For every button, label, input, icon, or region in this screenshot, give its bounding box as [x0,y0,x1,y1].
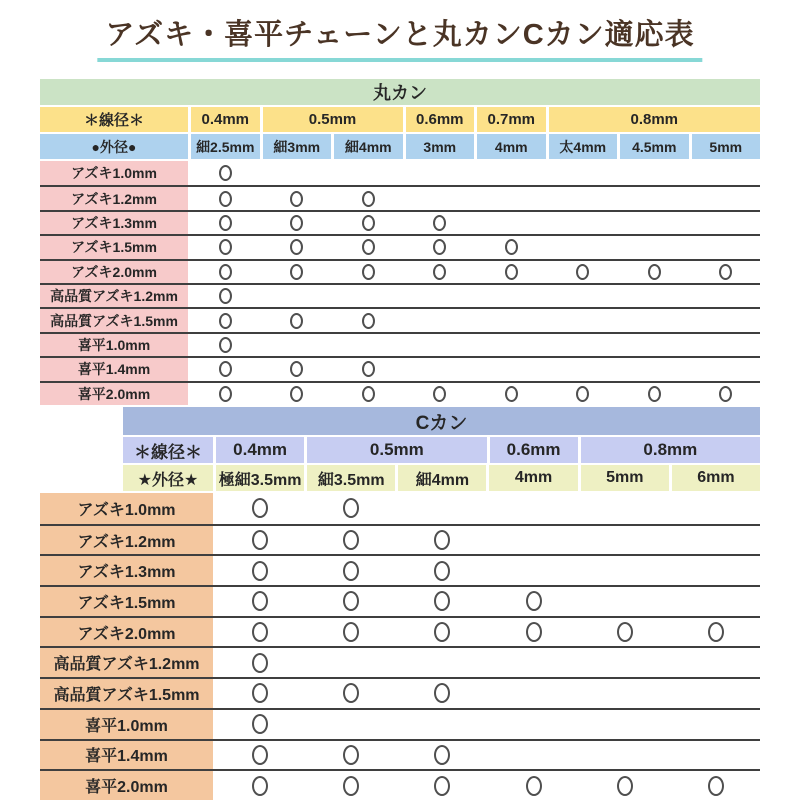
compat-cell [549,187,618,209]
compat-circle-icon [343,591,359,611]
compat-circle-icon [290,313,303,329]
compat-circle-icon [648,264,661,280]
chain-label: アズキ1.5mm [40,236,188,258]
compat-circle-icon [362,264,375,280]
wire-diameter-value: 0.4mm [191,107,260,132]
compat-cell [489,556,577,585]
compat-cell [191,309,260,331]
compat-cell [334,285,403,307]
compat-cell [398,648,486,677]
compat-cell [216,648,304,677]
wire-diameter-value: 0.6mm [406,107,475,132]
compat-cell [307,556,395,585]
table-row [40,283,760,307]
compat-cell [489,741,577,770]
table-row [40,381,760,405]
compat-cell [307,493,395,524]
compat-cell [216,556,304,585]
table-row [40,708,760,739]
compat-cell [672,493,760,524]
compat-cell [549,236,618,258]
compat-circle-icon [252,745,268,765]
compat-cell [263,334,332,356]
outer-diameter-value: 細3.5mm [307,465,395,491]
compat-cell [334,261,403,283]
compat-cell [549,358,618,380]
compat-cell [672,710,760,739]
compat-cell [307,710,395,739]
compat-cell [477,236,546,258]
compat-cell [263,285,332,307]
compat-cell [620,187,689,209]
chain-label: 喜平1.4mm [40,741,213,770]
compat-cell [263,383,332,405]
table-row [40,554,760,585]
compat-cell [692,358,761,380]
compat-circle-icon [617,622,633,642]
compat-cell [263,358,332,380]
table-row [40,234,760,258]
compat-cell [620,236,689,258]
compat-circle-icon [219,191,232,207]
compat-circle-icon [433,264,446,280]
outer-diameter-value: 5mm [581,465,669,491]
outer-diameter-value: 3mm [406,134,475,159]
compat-cell [549,309,618,331]
table-row [40,259,760,283]
compat-circle-icon [343,498,359,518]
compat-cell [489,587,577,616]
compat-cell [489,493,577,524]
compat-cell [549,212,618,234]
compat-cell [406,334,475,356]
compat-circle-icon [434,776,450,796]
compat-circle-icon [648,386,661,402]
compat-circle-icon [252,561,268,581]
compat-circle-icon [617,776,633,796]
outer-diameter-header-label: ●外径● [40,134,188,159]
compat-circle-icon [219,361,232,377]
compat-cell [406,187,475,209]
compat-cell [581,587,669,616]
wire-diameter-value: 0.7mm [477,107,546,132]
table-row [40,185,760,209]
compat-circle-icon [526,776,542,796]
compat-circle-icon [719,386,732,402]
outer-diameter-row [123,465,760,491]
table-row [40,332,760,356]
compat-circle-icon [252,683,268,703]
compat-cell [263,187,332,209]
compat-cell [334,334,403,356]
table-row [40,210,760,234]
compat-cell [406,236,475,258]
compat-cell [191,334,260,356]
chain-label: 高品質アズキ1.5mm [40,679,213,708]
compat-circle-icon [252,776,268,796]
outer-diameter-value: 細3mm [263,134,332,159]
compat-cell [489,648,577,677]
compat-cell [581,771,669,800]
compat-cell [216,710,304,739]
compat-cell [692,212,761,234]
chain-label: アズキ2.0mm [40,261,188,283]
compat-cell [581,618,669,647]
compat-cell [620,261,689,283]
compat-cell [398,741,486,770]
compat-cell [692,383,761,405]
chain-label: 高品質アズキ1.2mm [40,648,213,677]
wire-diameter-row [40,107,760,132]
compat-cell [620,285,689,307]
chain-label: アズキ1.3mm [40,556,213,585]
compat-cell [549,161,618,185]
compat-circle-icon [252,653,268,673]
compat-cell [216,587,304,616]
compat-circle-icon [343,561,359,581]
marukan-table [40,79,760,405]
compat-cell [406,383,475,405]
compat-circle-icon [362,361,375,377]
compat-circle-icon [433,386,446,402]
compat-cell [406,212,475,234]
compat-cell [398,618,486,647]
compat-circle-icon [362,313,375,329]
compat-circle-icon [576,386,589,402]
compat-cell [620,334,689,356]
compat-circle-icon [219,386,232,402]
compat-cell [692,285,761,307]
wire-diameter-header-label: ＊線径＊ [123,437,213,463]
wire-diameter-value: 0.6mm [490,437,578,463]
compat-cell [406,309,475,331]
compat-circle-icon [290,361,303,377]
compat-cell [581,741,669,770]
compat-cell [406,161,475,185]
compat-circle-icon [290,386,303,402]
table-row [40,493,760,524]
compat-cell [398,526,486,555]
compat-circle-icon [526,622,542,642]
compat-circle-icon [290,264,303,280]
compat-cell [692,309,761,331]
compat-circle-icon [252,591,268,611]
chain-label: アズキ1.2mm [40,187,188,209]
compat-cell [477,187,546,209]
compat-cell [307,679,395,708]
compat-circle-icon [505,239,518,255]
compat-cell [692,187,761,209]
compat-cell [398,556,486,585]
compat-circle-icon [576,264,589,280]
compat-cell [216,771,304,800]
compat-circle-icon [362,239,375,255]
table-row [40,585,760,616]
compat-cell [191,187,260,209]
chain-label: 喜平1.0mm [40,710,213,739]
compat-circle-icon [708,776,724,796]
compat-cell [398,710,486,739]
compat-cell [406,261,475,283]
wire-diameter-value: 0.4mm [216,437,304,463]
compat-circle-icon [343,683,359,703]
compat-circle-icon [362,191,375,207]
compat-circle-icon [434,591,450,611]
compat-circle-icon [290,215,303,231]
table-title: Cカン [123,407,760,435]
page-title: アズキ・喜平チェーンと丸カンCカン適応表 [97,12,702,62]
compat-circle-icon [434,622,450,642]
compat-circle-icon [708,622,724,642]
compat-cell [549,334,618,356]
compat-cell [191,285,260,307]
compat-circle-icon [252,530,268,550]
compat-cell [406,358,475,380]
outer-diameter-value: 4mm [489,465,577,491]
compat-cell [334,187,403,209]
compat-cell [620,212,689,234]
compat-circle-icon [505,264,518,280]
compat-circle-icon [505,386,518,402]
compat-circle-icon [343,745,359,765]
compat-cell [263,212,332,234]
compat-cell [549,285,618,307]
table-row [40,739,760,770]
table-row [40,524,760,555]
compat-cell [489,679,577,708]
compat-cell [692,261,761,283]
compat-cell [477,161,546,185]
compat-cell [191,236,260,258]
compat-cell [620,161,689,185]
compat-cell [406,285,475,307]
chain-label: 喜平2.0mm [40,771,213,800]
compat-cell [263,309,332,331]
outer-diameter-value: 細4mm [398,465,486,491]
compat-cell [307,526,395,555]
compat-cell [477,285,546,307]
compat-cell [620,358,689,380]
compat-cell [191,161,260,185]
compat-circle-icon [290,191,303,207]
compat-cell [216,493,304,524]
compat-cell [216,679,304,708]
chain-label: アズキ1.0mm [40,161,188,185]
compat-cell [581,710,669,739]
table-row [40,307,760,331]
outer-diameter-value: 5mm [692,134,761,159]
compat-cell [620,383,689,405]
compat-cell [581,679,669,708]
table-row [40,646,760,677]
compat-cell [672,526,760,555]
compat-cell [263,161,332,185]
outer-diameter-header-label: ★外径★ [123,465,213,491]
compat-cell [477,261,546,283]
compat-cell [549,383,618,405]
compat-cell [489,526,577,555]
compat-circle-icon [219,264,232,280]
compat-cell [692,236,761,258]
c-kan-table [40,407,760,800]
compat-circle-icon [219,215,232,231]
compat-cell [477,212,546,234]
compat-cell [334,236,403,258]
wire-diameter-row [123,437,760,463]
chain-label: アズキ1.5mm [40,587,213,616]
outer-diameter-value: 極細3.5mm [216,465,304,491]
compat-cell [489,771,577,800]
compat-cell [477,383,546,405]
chain-label: アズキ1.0mm [40,493,213,524]
table-row [40,616,760,647]
chain-label: アズキ1.3mm [40,212,188,234]
compat-cell [216,618,304,647]
wire-diameter-value: 0.8mm [581,437,760,463]
compat-cell [581,493,669,524]
compat-cell [620,309,689,331]
compat-cell [398,771,486,800]
table-row [40,356,760,380]
compat-circle-icon [252,714,268,734]
compat-circle-icon [433,239,446,255]
compat-cell [398,587,486,616]
compat-cell [489,618,577,647]
compat-circle-icon [219,313,232,329]
compat-circle-icon [219,165,232,181]
compat-cell [334,358,403,380]
wire-diameter-value: 0.5mm [263,107,403,132]
outer-diameter-value: 細4mm [334,134,403,159]
compat-cell [398,493,486,524]
compat-cell [398,679,486,708]
compat-cell [334,161,403,185]
chain-label: 高品質アズキ1.2mm [40,285,188,307]
chain-label: アズキ1.2mm [40,526,213,555]
compat-cell [692,334,761,356]
compat-circle-icon [219,239,232,255]
compat-cell [672,618,760,647]
chain-label: 高品質アズキ1.5mm [40,309,188,331]
outer-diameter-value: 細2.5mm [191,134,260,159]
wire-diameter-value: 0.8mm [549,107,761,132]
compat-cell [307,648,395,677]
compat-cell [581,526,669,555]
compat-circle-icon [526,591,542,611]
compat-circle-icon [362,215,375,231]
compat-cell [263,261,332,283]
compat-circle-icon [434,745,450,765]
compat-cell [334,212,403,234]
compat-circle-icon [219,337,232,353]
compat-cell [672,556,760,585]
compat-cell [191,383,260,405]
compat-cell [549,261,618,283]
compat-cell [692,161,761,185]
compat-cell [672,679,760,708]
table-row [40,677,760,708]
table-row [40,769,760,800]
outer-diameter-value: 4.5mm [620,134,689,159]
chain-label: 喜平1.4mm [40,358,188,380]
compat-cell [216,526,304,555]
compat-circle-icon [434,683,450,703]
compat-circle-icon [343,530,359,550]
compat-cell [263,236,332,258]
compat-cell [307,618,395,647]
outer-diameter-value: 4mm [477,134,546,159]
table-title: 丸カン [40,79,760,105]
compat-cell [334,309,403,331]
compat-circle-icon [434,561,450,581]
compat-circle-icon [433,215,446,231]
compat-cell [581,648,669,677]
table-row [40,161,760,185]
compat-cell [672,648,760,677]
compat-circle-icon [252,622,268,642]
compat-cell [489,710,577,739]
compat-cell [581,556,669,585]
compat-cell [307,771,395,800]
compat-circle-icon [219,288,232,304]
wire-diameter-value: 0.5mm [307,437,486,463]
compat-cell [191,212,260,234]
chain-label: アズキ2.0mm [40,618,213,647]
compat-cell [307,587,395,616]
compat-circle-icon [362,386,375,402]
outer-diameter-value: 6mm [672,465,760,491]
compat-circle-icon [252,498,268,518]
compat-cell [191,358,260,380]
compat-circle-icon [343,622,359,642]
outer-diameter-value: 太4mm [549,134,618,159]
wire-diameter-header-label: ＊線径＊ [40,107,188,132]
compat-circle-icon [343,776,359,796]
compat-cell [672,741,760,770]
compat-cell [477,309,546,331]
compat-cell [672,587,760,616]
compat-cell [191,261,260,283]
compat-cell [334,383,403,405]
compat-cell [307,741,395,770]
compat-cell [477,334,546,356]
compat-circle-icon [434,530,450,550]
chain-label: 喜平2.0mm [40,383,188,405]
compat-cell [672,771,760,800]
compat-circle-icon [719,264,732,280]
compat-circle-icon [290,239,303,255]
compat-cell [216,741,304,770]
chain-label: 喜平1.0mm [40,334,188,356]
outer-diameter-row [40,134,760,159]
compat-cell [477,358,546,380]
